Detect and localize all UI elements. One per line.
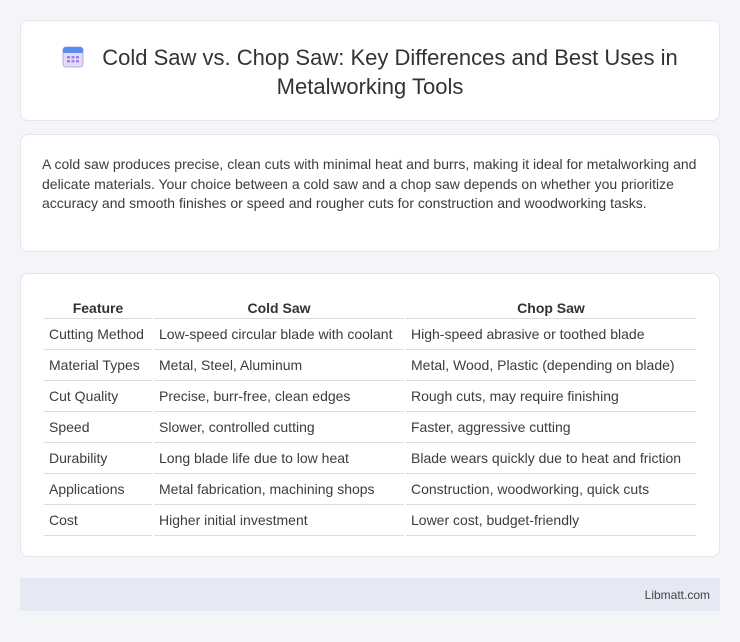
cell-chop-saw: Faster, aggressive cutting <box>406 412 696 443</box>
cell-cold-saw: Higher initial investment <box>154 505 404 536</box>
table-card <box>20 273 720 557</box>
cell-chop-saw: Lower cost, budget-friendly <box>406 505 696 536</box>
cell-cold-saw: Precise, burr-free, clean edges <box>154 381 404 412</box>
table-row <box>44 381 696 412</box>
intro-paragraph: A cold saw produces precise, clean cuts with minimal heat and burrs, making it ideal for metalworking and delicate materials. Your choice between a cold saw and a chop saw depends on whether you prioritize accuracy and smooth finishes or speed and rougher cuts for construction and woodworking tasks. <box>42 156 697 211</box>
table-row <box>44 505 696 536</box>
cell-chop-saw: Blade wears quickly due to heat and friction <box>406 443 696 474</box>
title-card <box>20 20 720 121</box>
cell-chop-saw: High-speed abrasive or toothed blade <box>406 319 696 350</box>
table-row <box>44 474 696 505</box>
cell-cold-saw: Slower, controlled cutting <box>154 412 404 443</box>
cell-feature: Material Types <box>44 350 152 381</box>
table-row <box>44 443 696 474</box>
page-title-wrap <box>21 43 719 101</box>
cell-cold-saw: Metal fabrication, machining shops <box>154 474 404 505</box>
table-row <box>44 350 696 381</box>
intro-card <box>20 134 720 252</box>
calendar-icon <box>62 44 84 68</box>
cell-feature: Speed <box>44 412 152 443</box>
table-row <box>44 412 696 443</box>
cell-cold-saw: Metal, Steel, Aluminum <box>154 350 404 381</box>
cell-chop-saw: Metal, Wood, Plastic (depending on blade) <box>406 350 696 381</box>
cell-chop-saw: Construction, woodworking, quick cuts <box>406 474 696 505</box>
cell-feature: Cut Quality <box>44 381 152 412</box>
footer-site-link[interactable]: Libmatt.com <box>644 588 710 602</box>
cell-feature: Cost <box>44 505 152 536</box>
cell-cold-saw: Long blade life due to low heat <box>154 443 404 474</box>
header-cold-saw: Cold Saw <box>154 295 404 319</box>
header-chop-saw: Chop Saw <box>406 295 696 319</box>
comparison-table <box>42 295 698 536</box>
cell-cold-saw: Low-speed circular blade with coolant <box>154 319 404 350</box>
table-header-row <box>44 295 696 319</box>
footer-bar <box>20 578 720 611</box>
cell-chop-saw: Rough cuts, may require finishing <box>406 381 696 412</box>
cell-feature: Durability <box>44 443 152 474</box>
page-title: Cold Saw vs. Chop Saw: Key Differences and Best Uses in Metalworking Tools <box>102 45 678 99</box>
cell-feature: Cutting Method <box>44 319 152 350</box>
header-feature: Feature <box>44 295 152 319</box>
cell-feature: Applications <box>44 474 152 505</box>
table-row <box>44 319 696 350</box>
